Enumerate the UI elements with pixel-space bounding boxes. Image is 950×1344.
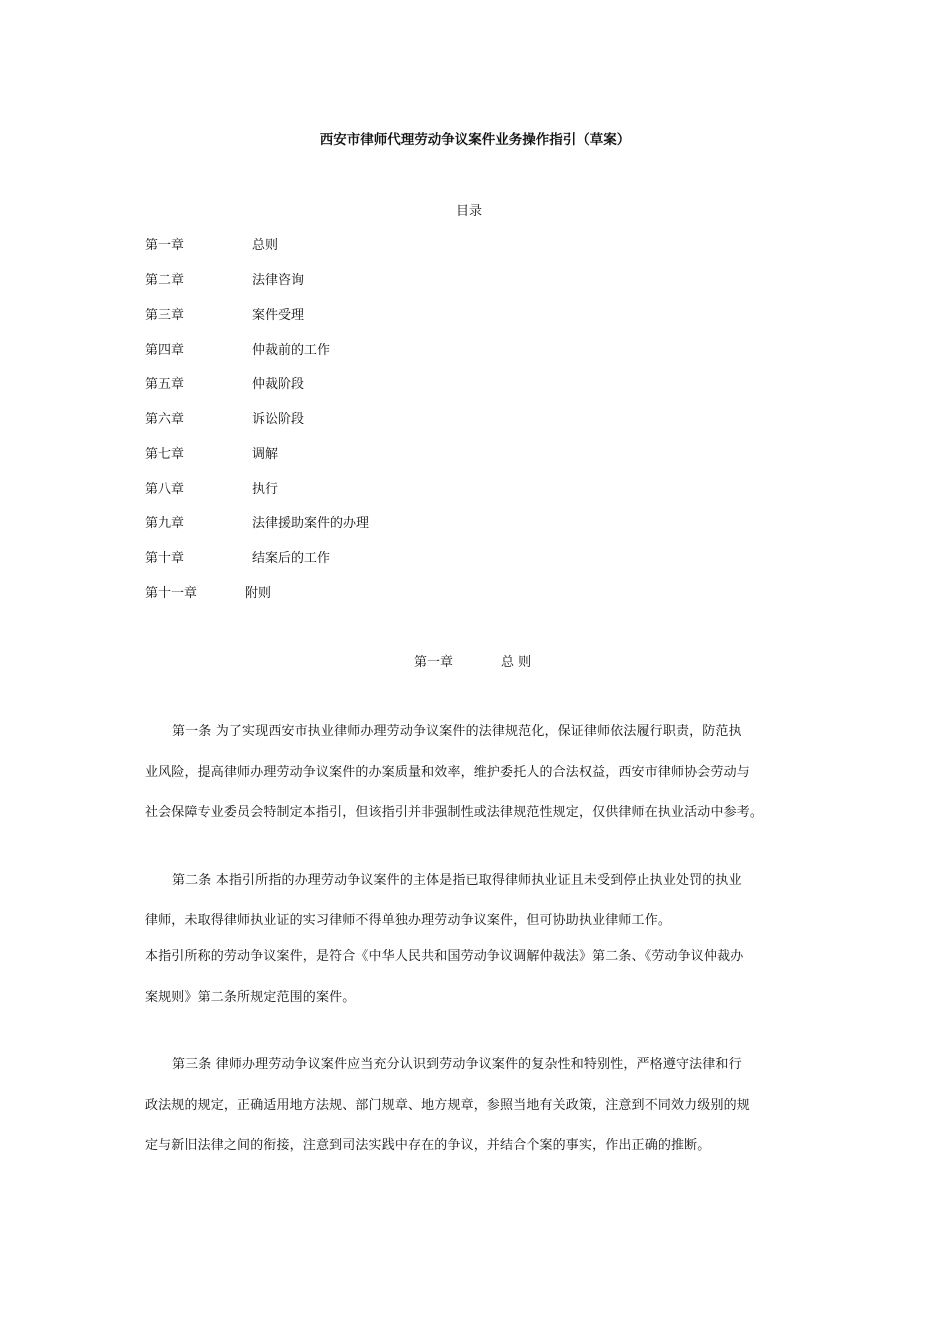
document-title: 西安市律师代理劳动争议案件业务操作指引（草案） bbox=[319, 132, 631, 148]
toc-chapter-number: 第十章 bbox=[145, 551, 185, 566]
toc-chapter-name: 调解 bbox=[252, 447, 279, 462]
paragraph-line: 社会保障专业委员会特制定本指引，但该指引并非强制性或法律规范性规定，仅供律师在执业活动中参考。 bbox=[145, 805, 764, 820]
toc-chapter-number: 第八章 bbox=[145, 482, 185, 497]
toc-chapter-name: 仲裁前的工作 bbox=[252, 343, 331, 358]
toc-chapter-name: 结案后的工作 bbox=[252, 551, 331, 566]
toc-chapter-name: 诉讼阶段 bbox=[252, 412, 305, 427]
toc-chapter-name: 执行 bbox=[252, 482, 279, 497]
paragraph-line: 第二条 本指引所指的办理劳动争议案件的主体是指已取得律师执业证且未受到停止执业处罚的执业 bbox=[172, 873, 742, 888]
toc-chapter-number: 第二章 bbox=[145, 273, 185, 288]
toc-chapter-name: 总则 bbox=[252, 238, 279, 253]
toc-chapter-number: 第五章 bbox=[145, 377, 185, 392]
toc-chapter-name: 仲裁阶段 bbox=[252, 377, 305, 392]
toc-chapter-number: 第十一章 bbox=[145, 586, 198, 601]
toc-chapter-number: 第一章 bbox=[145, 238, 185, 253]
paragraph-line: 第三条 律师办理劳动争议案件应当充分认识到劳动争议案件的复杂性和特别性，严格遵守法律和行 bbox=[172, 1057, 742, 1072]
toc-chapter-name: 案件受理 bbox=[252, 308, 305, 323]
toc-chapter-name: 法律援助案件的办理 bbox=[252, 516, 370, 531]
toc-chapter-number: 第四章 bbox=[145, 343, 185, 358]
paragraph-line: 定与新旧法律之间的衔接，注意到司法实践中存在的争议，并结合个案的事实，作出正确的推断。 bbox=[145, 1138, 711, 1153]
paragraph-line: 律师，未取得律师执业证的实习律师不得单独办理劳动争议案件，但可协助执业律师工作。 bbox=[145, 913, 672, 928]
paragraph-line: 业风险，提高律师办理劳动争议案件的办案质量和效率，维护委托人的合法权益，西安市律师协会劳动与 bbox=[145, 765, 750, 780]
toc-chapter-number: 第九章 bbox=[145, 516, 185, 531]
chapter-number: 第一章 bbox=[414, 655, 454, 670]
paragraph-line: 第一条 为了实现西安市执业律师办理劳动争议案件的法律规范化，保证律师依法履行职责，防范执 bbox=[172, 724, 742, 739]
chapter-title: 总 则 bbox=[501, 655, 532, 670]
toc-heading: 目录 bbox=[455, 204, 482, 219]
toc-chapter-number: 第六章 bbox=[145, 412, 185, 427]
paragraph-line: 本指引所称的劳动争议案件，是符合《中华人民共和国劳动争议调解仲裁法》第二条、《劳动争议仲裁办 bbox=[145, 949, 744, 964]
toc-chapter-number: 第三章 bbox=[145, 308, 185, 323]
toc-chapter-name: 附则 bbox=[245, 586, 272, 601]
toc-chapter-name: 法律咨询 bbox=[252, 273, 305, 288]
paragraph-line: 政法规的规定，正确适用地方法规、部门规章、地方规章，参照当地有关政策，注意到不同效力级别的规 bbox=[145, 1098, 750, 1113]
paragraph-line: 案规则》第二条所规定范围的案件。 bbox=[145, 990, 356, 1005]
toc-chapter-number: 第七章 bbox=[145, 447, 185, 462]
